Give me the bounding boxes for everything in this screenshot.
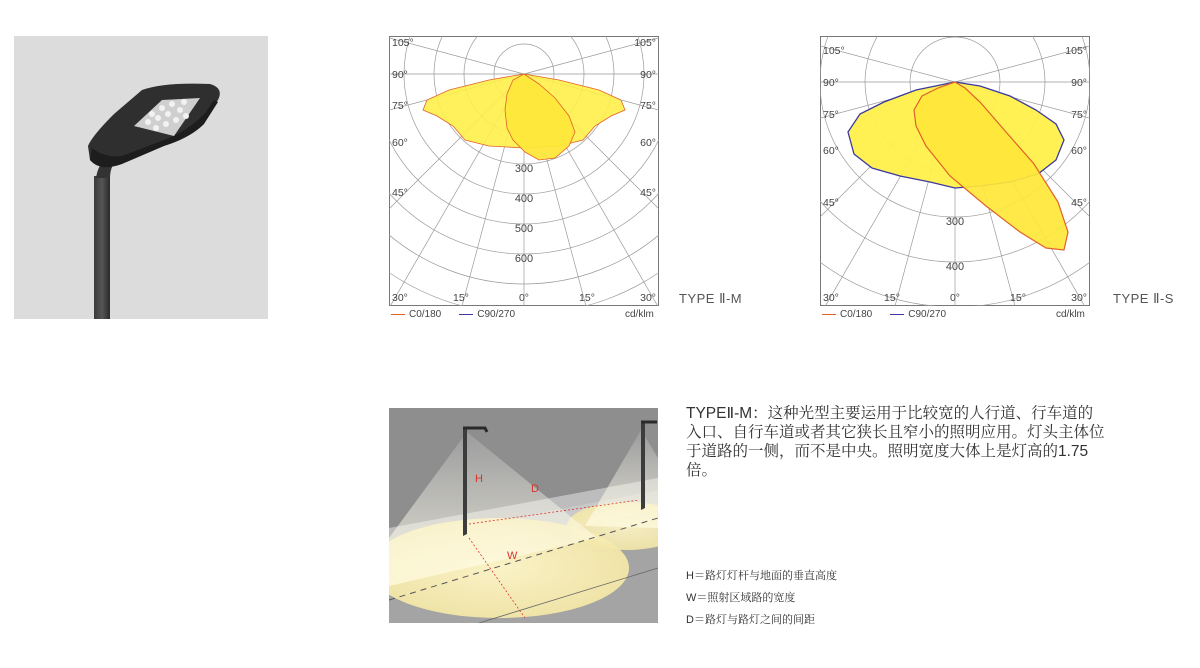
angle-label: 60° — [823, 145, 839, 157]
height-label: H — [475, 473, 483, 485]
angle-label: 45° — [1071, 197, 1087, 209]
angle-label: 45° — [392, 187, 408, 199]
angle-label: 105° — [392, 37, 414, 49]
legend-swatch-c0 — [391, 314, 405, 315]
definition-d: D＝路灯与路灯之间的间距 — [686, 614, 815, 626]
legend-swatch-c0 — [822, 314, 836, 315]
radial-tick: 300 — [514, 163, 534, 175]
unit-label: cd/klm — [1056, 309, 1085, 320]
definition-w: W＝照射区域路的宽度 — [686, 592, 796, 604]
polar-chart-type2s — [820, 36, 1090, 306]
angle-label: 0° — [949, 292, 961, 304]
angle-label: 60° — [1071, 145, 1087, 157]
street-light-photo — [14, 36, 268, 319]
angle-label: 30° — [1071, 292, 1087, 304]
street-light-icon — [14, 36, 268, 319]
angle-label: 90° — [823, 77, 839, 89]
angle-label: 105° — [823, 45, 845, 57]
distance-label: D — [531, 483, 539, 495]
radial-tick: 400 — [514, 193, 534, 205]
radial-tick: 400 — [945, 261, 965, 273]
angle-label: 75° — [1071, 109, 1087, 121]
angle-label: 45° — [823, 197, 839, 209]
angle-label: 30° — [823, 292, 839, 304]
angle-label: 15° — [453, 292, 469, 304]
legend-swatch-c90 — [459, 314, 473, 315]
angle-label: 0° — [518, 292, 530, 304]
chart-legend — [391, 309, 515, 320]
angle-label: 15° — [1010, 292, 1026, 304]
type-label: TYPE Ⅱ-M — [679, 291, 743, 306]
legend-label-c0: C0/180 — [840, 309, 873, 320]
width-label: W — [507, 550, 518, 562]
radial-tick: 300 — [945, 216, 965, 228]
definition-h: H＝路灯灯杆与地面的垂直高度 — [686, 570, 837, 582]
legend-swatch-c90 — [890, 314, 904, 315]
legend-label-c0: C0/180 — [409, 309, 442, 320]
angle-label: 75° — [640, 100, 656, 112]
angle-label: 105° — [634, 37, 656, 49]
angle-label: 75° — [392, 100, 408, 112]
unit-label: cd/klm — [625, 309, 654, 320]
radial-tick: 500 — [514, 223, 534, 235]
type-description: TYPEⅡ-M：这种光型主要运用于比较宽的人行道、行车道的入口、自行车道或者其它狭长且窄小的照明应用。灯头主体位于道路的一侧，而不是中央。照明宽度大体上是灯高的1.75倍。 — [686, 405, 1105, 479]
road-illumination-diagram — [389, 408, 658, 623]
angle-label: 30° — [640, 292, 656, 304]
angle-label: 15° — [579, 292, 595, 304]
type-label: TYPE Ⅱ-S — [1113, 291, 1174, 306]
angle-label: 90° — [640, 69, 656, 81]
angle-label: 60° — [640, 137, 656, 149]
angle-label: 30° — [392, 292, 408, 304]
legend-label-c90: C90/270 — [908, 309, 947, 320]
legend-label-c90: C90/270 — [477, 309, 516, 320]
angle-label: 15° — [884, 292, 900, 304]
angle-label: 60° — [392, 137, 408, 149]
chart-legend — [822, 309, 946, 320]
angle-label: 45° — [640, 187, 656, 199]
angle-label: 90° — [1071, 77, 1087, 89]
angle-label: 105° — [1065, 45, 1087, 57]
polar-chart-type2m — [389, 36, 659, 306]
angle-label: 75° — [823, 109, 839, 121]
radial-tick: 600 — [514, 253, 534, 265]
angle-label: 90° — [392, 69, 408, 81]
